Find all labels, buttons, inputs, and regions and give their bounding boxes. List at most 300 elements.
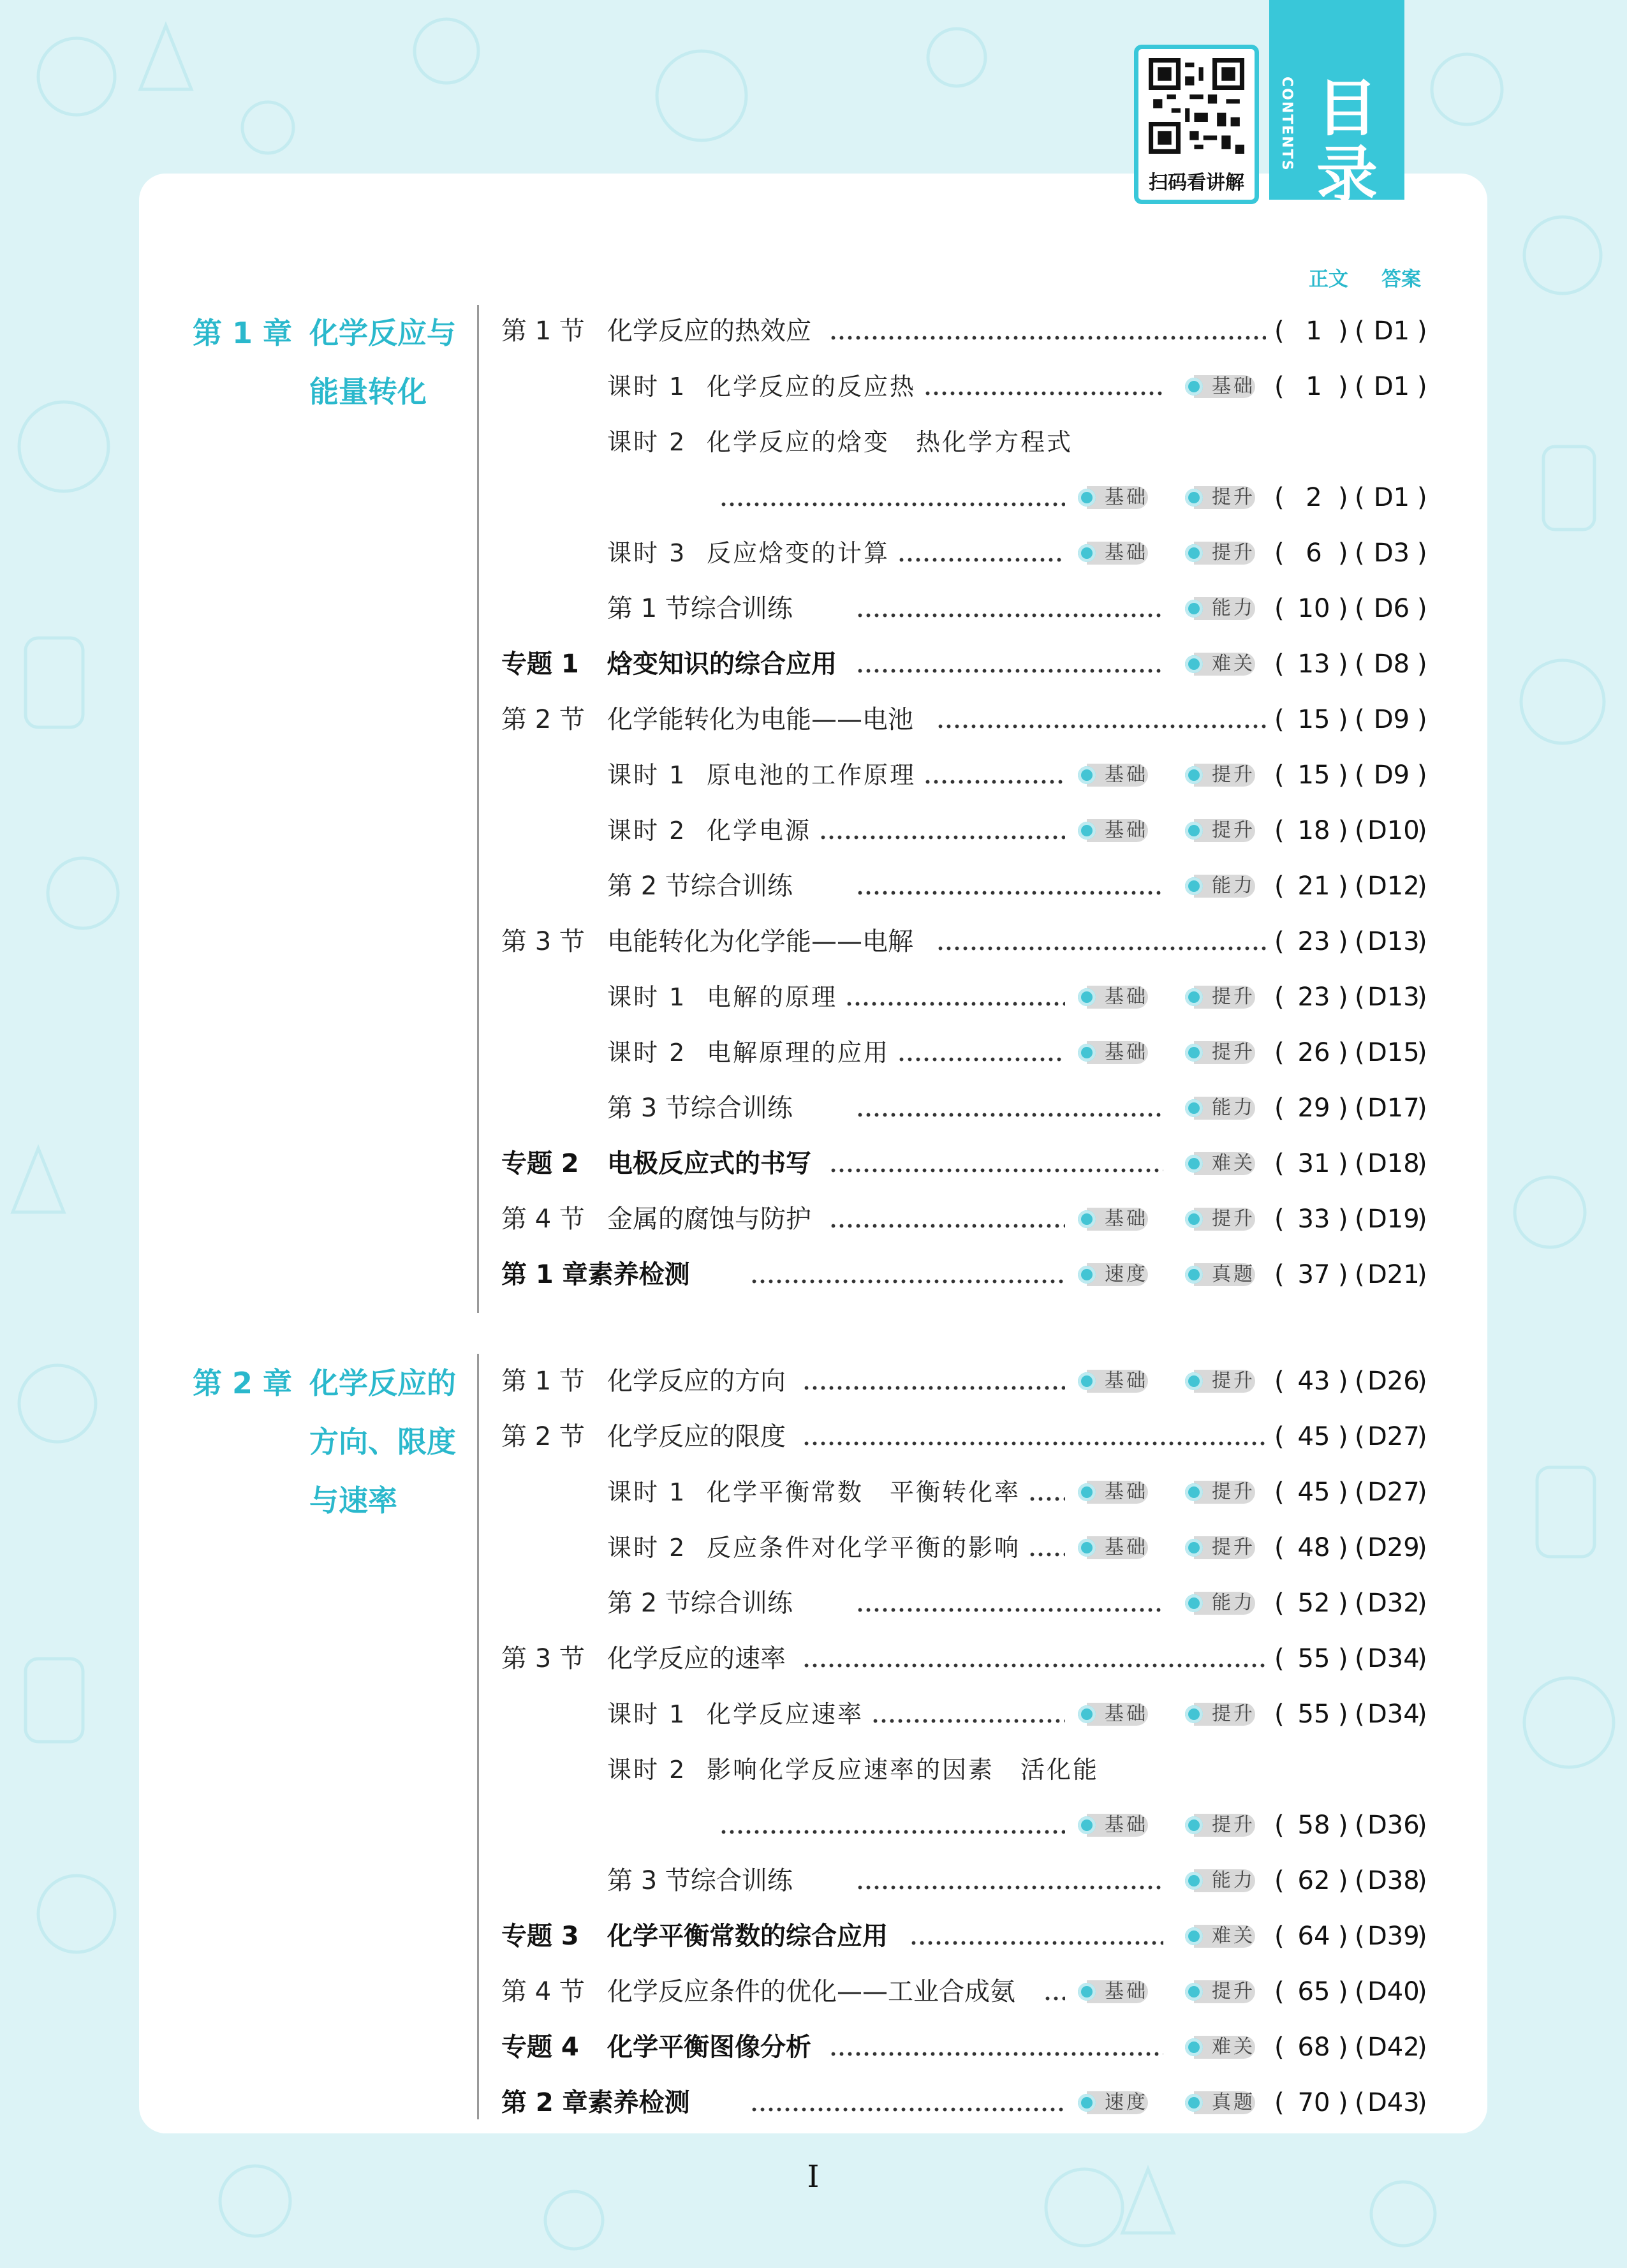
badge-label: 难关 xyxy=(1212,2036,1255,2058)
badge-dot-icon xyxy=(1078,1483,1096,1501)
level-badge xyxy=(1185,581,1262,636)
badge-dot-icon xyxy=(1078,1539,1096,1557)
toc-row[interactable]: 课时 2 化学电源 基础 提升 ( 18 ) ( D10 ) xyxy=(0,803,1627,858)
page-number-ref: 62 xyxy=(1297,1866,1330,1895)
badge-label: 速度 xyxy=(1105,1263,1148,1286)
toc-row-label: 专题 4 xyxy=(501,2033,579,2062)
toc-row-label: 专题 2 xyxy=(501,1149,579,1178)
toc-row-title: 反应条件对化学平衡的影响 xyxy=(707,1534,1021,1562)
answer-page-ref: D1 xyxy=(1373,316,1410,346)
badge-label: 能力 xyxy=(1212,1097,1255,1119)
badge-label: 速度 xyxy=(1105,2091,1148,2114)
toc-row-label: 第 4 节 xyxy=(501,1977,585,2006)
qr-code[interactable] xyxy=(1134,45,1259,204)
page-title: 目录 xyxy=(1316,73,1378,211)
badge-dot-icon xyxy=(1185,766,1203,784)
page-number-ref: 23 xyxy=(1297,982,1330,1012)
badge-label: 难关 xyxy=(1212,1152,1255,1175)
leader-dots xyxy=(936,914,1266,969)
badge-dot-icon xyxy=(1185,1816,1203,1834)
toc-row-title: 电能转化为化学能——电解 xyxy=(607,927,913,956)
leader-dots xyxy=(936,692,1266,747)
toc-row-label: 课时 3 xyxy=(607,539,687,567)
badge-label: 基础 xyxy=(1105,819,1148,841)
leader-dots xyxy=(845,970,1065,1025)
leader-dots xyxy=(719,470,1065,525)
badge-label: 提升 xyxy=(1212,819,1255,841)
toc-row[interactable]: 课时 1 原电池的工作原理 基础 提升 ( 15 ) ( D9 ) xyxy=(0,748,1627,803)
badge-dot-icon xyxy=(1185,1155,1203,1173)
toc-row[interactable]: 第 2 章素养检测 速度 真题 ( 70 ) ( D43 ) xyxy=(0,2075,1627,2130)
badge-dot-icon xyxy=(1185,489,1203,507)
level-badge xyxy=(1078,1964,1154,2019)
level-badge xyxy=(1185,2075,1262,2130)
badge-dot-icon xyxy=(1078,1266,1096,1284)
page-number-ref: 31 xyxy=(1297,1149,1330,1178)
toc-row[interactable]: 第 1 节 化学反应的热效应 ( 1 ) ( D1 ) xyxy=(0,304,1627,359)
level-badge xyxy=(1185,970,1262,1025)
toc-row-label: 课时 1 xyxy=(607,761,687,789)
toc-row-title: 第 3 节综合训练 xyxy=(607,1866,793,1895)
level-badge xyxy=(1078,1025,1154,1080)
answer-page-ref: D29 xyxy=(1367,1533,1420,1562)
toc-row[interactable]: 课时 2 反应条件对化学平衡的影响 基础 提升 ( 48 ) ( D29 ) xyxy=(0,1520,1627,1575)
leader-dots xyxy=(856,1576,1163,1631)
toc-row[interactable]: 基础 提升 ( 2 ) ( D1 ) xyxy=(0,470,1627,525)
toc-row-label: 第 4 节 xyxy=(501,1204,585,1234)
toc-row-label: 第 1 节 xyxy=(501,316,585,346)
toc-row-title: 化学反应的限度 xyxy=(607,1422,786,1451)
badge-label: 基础 xyxy=(1105,486,1148,508)
answer-page-ref: D34 xyxy=(1367,1644,1420,1673)
toc-row[interactable]: 第 2 节综合训练 能力 ( 52 ) ( D32 ) xyxy=(0,1576,1627,1631)
answer-page-ref: D32 xyxy=(1367,1589,1420,1618)
toc-row[interactable]: 课时 1 化学反应速率 基础 提升 ( 55 ) ( D34 ) xyxy=(0,1687,1627,1742)
level-badge xyxy=(1078,1798,1154,1853)
chapter-2-number: 第 2 章 xyxy=(193,1366,293,1400)
answer-page-ref: D19 xyxy=(1367,1204,1420,1234)
level-badge xyxy=(1185,1192,1262,1247)
page-number-ref: 1 xyxy=(1306,316,1322,346)
qr-caption: 扫码看讲解 xyxy=(1149,172,1244,194)
qr-code-icon xyxy=(1149,58,1244,154)
badge-label: 提升 xyxy=(1212,1481,1255,1503)
answer-page-ref: D21 xyxy=(1367,1260,1420,1289)
toc-row[interactable]: 第 4 节 金属的腐蚀与防护 基础 提升 ( 33 ) ( D19 ) xyxy=(0,1192,1627,1247)
leader-dots xyxy=(856,1081,1163,1136)
answer-page-ref: D6 xyxy=(1373,594,1410,623)
badge-label: 提升 xyxy=(1212,542,1255,564)
badge-dot-icon xyxy=(1185,1539,1203,1557)
level-badge xyxy=(1078,748,1154,803)
toc-row-title: 第 1 章素养检测 xyxy=(501,1260,690,1289)
level-badge xyxy=(1185,1465,1262,1520)
badge-dot-icon xyxy=(1078,766,1096,784)
leader-dots xyxy=(829,1192,1065,1247)
toc-row[interactable]: 第 2 节 化学反应的限度 ( 45 ) ( D27 ) xyxy=(0,1409,1627,1464)
page-number-ref: 26 xyxy=(1297,1038,1330,1067)
badge-dot-icon xyxy=(1078,1210,1096,1228)
toc-row[interactable]: 专题 2 电极反应式的书写 难关 ( 31 ) ( D18 ) xyxy=(0,1136,1627,1191)
page-number-ref: 52 xyxy=(1297,1589,1330,1618)
badge-dot-icon xyxy=(1185,1210,1203,1228)
toc-row[interactable]: 第 2 节 化学能转化为电能——电池 ( 15 ) ( D9 ) xyxy=(0,692,1627,747)
toc-row-label: 专题 3 xyxy=(501,1922,579,1951)
level-badge xyxy=(1078,1465,1154,1520)
leader-dots xyxy=(856,859,1163,914)
badge-label: 能力 xyxy=(1212,875,1255,897)
badge-dot-icon xyxy=(1078,2094,1096,2112)
level-badge xyxy=(1185,1081,1262,1136)
toc-row[interactable]: 课时 1 电解的原理 基础 提升 ( 23 ) ( D13 ) xyxy=(0,970,1627,1025)
answer-page-ref: D40 xyxy=(1367,1977,1420,2006)
answer-page-ref: D8 xyxy=(1373,649,1410,679)
level-badge xyxy=(1078,470,1154,525)
toc-row[interactable]: 第 1 章素养检测 速度 真题 ( 37 ) ( D21 ) xyxy=(0,1247,1627,1302)
leader-dots xyxy=(750,1247,1065,1302)
badge-label: 提升 xyxy=(1212,1980,1255,2003)
badge-dot-icon xyxy=(1185,1483,1203,1501)
leader-dots xyxy=(802,1354,1065,1409)
level-badge xyxy=(1078,970,1154,1025)
toc-row[interactable]: 第 3 节综合训练 能力 ( 62 ) ( D38 ) xyxy=(0,1853,1627,1908)
leader-dots xyxy=(719,1798,1065,1853)
toc-row-title: 化学平衡常数 平衡转化率 xyxy=(707,1478,1021,1506)
badge-label: 基础 xyxy=(1105,1980,1148,2003)
toc-row[interactable] xyxy=(0,415,1627,470)
level-badge xyxy=(1078,1192,1154,1247)
badge-label: 难关 xyxy=(1212,653,1255,675)
toc-row-title: 第 2 节综合训练 xyxy=(607,871,793,901)
badge-label: 真题 xyxy=(1212,2091,1255,2114)
leader-dots xyxy=(1043,1964,1065,2019)
toc-row-title: 原电池的工作原理 xyxy=(707,761,917,789)
level-badge xyxy=(1185,1909,1262,1964)
badge-dot-icon xyxy=(1185,1099,1203,1117)
level-badge xyxy=(1185,2020,1262,2075)
badge-label: 基础 xyxy=(1105,1481,1148,1503)
level-badge xyxy=(1185,1247,1262,1302)
level-badge xyxy=(1078,1247,1154,1302)
page-number: I xyxy=(807,2159,820,2195)
page-number-ref: 15 xyxy=(1297,705,1330,734)
badge-label: 提升 xyxy=(1212,1041,1255,1064)
toc-row-title: 焓变知识的综合应用 xyxy=(607,649,837,679)
toc-row[interactable]: 第 3 节 电能转化为化学能——电解 ( 23 ) ( D13 ) xyxy=(0,914,1627,969)
answer-page-ref: D27 xyxy=(1367,1422,1420,1451)
answer-page-ref: D34 xyxy=(1367,1700,1420,1729)
leader-dots xyxy=(829,1136,1163,1191)
answer-page-ref: D27 xyxy=(1367,1478,1420,1507)
badge-label: 提升 xyxy=(1212,486,1255,508)
leader-dots xyxy=(871,1687,1065,1742)
page-number-ref: 68 xyxy=(1297,2033,1330,2062)
page-number-ref: 64 xyxy=(1297,1922,1330,1951)
answer-page-ref: D36 xyxy=(1367,1811,1420,1840)
leader-dots xyxy=(802,1631,1266,1686)
toc-row-title: 化学反应速率 xyxy=(707,1700,864,1728)
toc-row-label: 第 2 节 xyxy=(501,1422,585,1451)
toc-row-title: 化学反应条件的优化——工业合成氨 xyxy=(607,1977,1015,2006)
badge-label: 提升 xyxy=(1212,1208,1255,1230)
page-number-ref: 55 xyxy=(1297,1700,1330,1729)
toc-row-label: 课时 2 xyxy=(607,817,687,845)
badge-dot-icon xyxy=(1185,1927,1203,1945)
badge-label: 能力 xyxy=(1212,1869,1255,1892)
column-header-answer: 答案 xyxy=(1381,268,1421,291)
level-badge xyxy=(1185,748,1262,803)
page-number-ref: 45 xyxy=(1297,1478,1330,1507)
answer-page-ref: D39 xyxy=(1367,1922,1420,1951)
badge-dot-icon xyxy=(1078,1705,1096,1723)
toc-row[interactable]: 基础 提升 ( 58 ) ( D36 ) xyxy=(0,1798,1627,1853)
toc-row-label: 课时 1 xyxy=(607,1478,687,1506)
page-number-ref: 21 xyxy=(1297,871,1330,901)
toc-row-title: 第 2 章素养检测 xyxy=(501,2088,690,2117)
page-number-ref: 13 xyxy=(1297,649,1330,679)
badge-label: 提升 xyxy=(1212,986,1255,1008)
level-badge xyxy=(1185,1354,1262,1409)
badge-dot-icon xyxy=(1185,1872,1203,1890)
page-number-ref: 33 xyxy=(1297,1204,1330,1234)
level-badge xyxy=(1185,1687,1262,1742)
toc-row-title: 化学能转化为电能——电池 xyxy=(607,705,913,734)
leader-dots xyxy=(829,2020,1163,2075)
answer-page-ref: D9 xyxy=(1373,705,1410,734)
badge-dot-icon xyxy=(1078,822,1096,840)
page-number-ref: 6 xyxy=(1306,538,1322,568)
badge-dot-icon xyxy=(1078,1983,1096,2001)
toc-row-label: 专题 1 xyxy=(501,649,579,679)
answer-page-ref: D10 xyxy=(1367,816,1420,845)
leader-dots xyxy=(924,748,1065,803)
answer-page-ref: D3 xyxy=(1373,538,1410,568)
leader-dots xyxy=(802,1409,1266,1464)
toc-row-title: 化学反应的热效应 xyxy=(607,316,811,346)
level-badge xyxy=(1078,1520,1154,1575)
page-number-ref: 43 xyxy=(1297,1367,1330,1396)
badge-label: 基础 xyxy=(1105,1041,1148,1064)
badge-label: 难关 xyxy=(1212,1925,1255,1947)
badge-dot-icon xyxy=(1078,1372,1096,1390)
toc-row-title: 化学反应的速率 xyxy=(607,1644,786,1673)
chapter-1-number: 第 1 章 xyxy=(193,316,293,350)
page-number-ref: 1 xyxy=(1306,372,1322,401)
level-badge xyxy=(1185,1798,1262,1853)
toc-row[interactable]: 课时 3 反应焓变的计算 基础 提升 ( 6 ) ( D3 ) xyxy=(0,526,1627,581)
toc-row[interactable]: 第 3 节 化学反应的速率 ( 55 ) ( D34 ) xyxy=(0,1631,1627,1686)
badge-label: 真题 xyxy=(1212,1263,1255,1286)
level-badge xyxy=(1078,2075,1154,2130)
badge-label: 基础 xyxy=(1105,1370,1148,1392)
answer-page-ref: D26 xyxy=(1367,1367,1420,1396)
badge-label: 基础 xyxy=(1105,986,1148,1008)
badge-label: 基础 xyxy=(1212,375,1255,397)
page-number-ref: 15 xyxy=(1297,760,1330,790)
leader-dots xyxy=(897,1025,1065,1080)
level-badge xyxy=(1185,526,1262,581)
badge-dot-icon xyxy=(1185,2038,1203,2056)
badge-dot-icon xyxy=(1185,600,1203,618)
toc-row-title: 化学反应的焓变 热化学方程式 xyxy=(707,428,1073,456)
toc-row[interactable]: 课时 1 化学反应的反应热 基础 ( 1 ) ( D1 ) xyxy=(0,359,1627,414)
toc-row-label: 课时 1 xyxy=(607,1700,687,1728)
badge-label: 提升 xyxy=(1212,764,1255,786)
level-badge xyxy=(1185,470,1262,525)
badge-dot-icon xyxy=(1185,877,1203,895)
toc-row-title: 第 1 节综合训练 xyxy=(607,594,793,623)
page-number-ref: 2 xyxy=(1306,483,1322,512)
badge-dot-icon xyxy=(1185,655,1203,673)
answer-page-ref: D1 xyxy=(1373,483,1410,512)
leader-dots xyxy=(750,2075,1065,2130)
answer-page-ref: D13 xyxy=(1367,982,1420,1012)
toc-row[interactable]: 课时 1 化学平衡常数 平衡转化率 基础 提升 ( 45 ) ( D27 ) xyxy=(0,1465,1627,1520)
page-number-ref: 29 xyxy=(1297,1093,1330,1123)
toc-row-title: 电极反应式的书写 xyxy=(607,1149,811,1178)
toc-row-label: 课时 2 xyxy=(607,1039,687,1067)
toc-row-title: 电解的原理 xyxy=(707,983,838,1011)
leader-dots xyxy=(856,1853,1163,1908)
toc-row[interactable]: 第 3 节综合训练 能力 ( 29 ) ( D17 ) xyxy=(0,1081,1627,1136)
badge-label: 基础 xyxy=(1105,542,1148,564)
badge-dot-icon xyxy=(1185,1372,1203,1390)
page-number-ref: 70 xyxy=(1297,2088,1330,2117)
toc-row[interactable]: 专题 1 焓变知识的综合应用 难关 ( 13 ) ( D8 ) xyxy=(0,637,1627,692)
toc-row-label: 课时 2 xyxy=(607,1756,687,1784)
page-number-ref: 58 xyxy=(1297,1811,1330,1840)
answer-page-ref: D38 xyxy=(1367,1866,1420,1895)
page-number-ref: 48 xyxy=(1297,1533,1330,1562)
toc-row-title: 化学电源 xyxy=(707,817,812,845)
badge-label: 提升 xyxy=(1212,1536,1255,1559)
toc-row-title: 化学平衡常数的综合应用 xyxy=(607,1922,888,1951)
answer-page-ref: D17 xyxy=(1367,1093,1420,1123)
toc-row[interactable]: 第 1 节综合训练 能力 ( 10 ) ( D6 ) xyxy=(0,581,1627,636)
badge-dot-icon xyxy=(1185,378,1203,396)
toc-row-label: 课时 1 xyxy=(607,983,687,1011)
badge-dot-icon xyxy=(1185,1983,1203,2001)
badge-label: 基础 xyxy=(1105,764,1148,786)
leader-dots xyxy=(819,803,1065,858)
level-badge xyxy=(1185,1520,1262,1575)
badge-dot-icon xyxy=(1185,1705,1203,1723)
answer-page-ref: D1 xyxy=(1373,372,1410,401)
answer-page-ref: D43 xyxy=(1367,2088,1420,2117)
answer-page-ref: D9 xyxy=(1373,760,1410,790)
page-number-ref: 18 xyxy=(1297,816,1330,845)
level-badge xyxy=(1185,1853,1262,1908)
toc-row-title: 第 2 节综合训练 xyxy=(607,1589,793,1618)
page-number-ref: 65 xyxy=(1297,1977,1330,2006)
answer-page-ref: D18 xyxy=(1367,1149,1420,1178)
badge-label: 提升 xyxy=(1212,1703,1255,1725)
leader-dots xyxy=(856,637,1163,692)
chapter-1-title: 化学反应与 能量转化 xyxy=(309,316,456,409)
toc-row-title: 化学反应的方向 xyxy=(607,1367,786,1396)
badge-label: 提升 xyxy=(1212,1370,1255,1392)
badge-dot-icon xyxy=(1078,489,1096,507)
level-badge xyxy=(1185,1964,1262,2019)
page-number-ref: 55 xyxy=(1297,1644,1330,1673)
chapter-2-title: 化学反应的 方向、限度 与速率 xyxy=(309,1366,456,1518)
level-badge xyxy=(1078,1687,1154,1742)
toc-row-title: 影响化学反应速率的因素 活化能 xyxy=(707,1756,1100,1784)
toc-row[interactable]: 第 2 节综合训练 能力 ( 21 ) ( D12 ) xyxy=(0,859,1627,914)
leader-dots xyxy=(897,526,1065,581)
toc-row-title: 化学反应的反应热 xyxy=(707,373,917,401)
toc-row-title: 化学平衡图像分析 xyxy=(607,2033,811,2062)
toc-row[interactable] xyxy=(0,1742,1627,1797)
badge-dot-icon xyxy=(1185,1594,1203,1612)
toc-row[interactable]: 第 1 节 化学反应的方向 基础 提升 ( 43 ) ( D26 ) xyxy=(0,1354,1627,1409)
toc-row-label: 第 3 节 xyxy=(501,1644,585,1673)
badge-label: 基础 xyxy=(1105,1703,1148,1725)
toc-row[interactable]: 第 4 节 化学反应条件的优化——工业合成氨 基础 提升 ( 65 ) ( D40 ) xyxy=(0,1964,1627,2019)
page-number-ref: 45 xyxy=(1297,1422,1330,1451)
toc-row[interactable]: 课时 2 电解原理的应用 基础 提升 ( 26 ) ( D15 ) xyxy=(0,1025,1627,1080)
badge-dot-icon xyxy=(1185,822,1203,840)
badge-dot-icon xyxy=(1078,544,1096,562)
level-badge xyxy=(1185,1025,1262,1080)
level-badge xyxy=(1185,359,1262,414)
leader-dots xyxy=(1028,1465,1065,1520)
level-badge xyxy=(1185,1576,1262,1631)
answer-page-ref: D42 xyxy=(1367,2033,1420,2062)
level-badge xyxy=(1078,1354,1154,1409)
toc-row-title: 金属的腐蚀与防护 xyxy=(607,1204,811,1234)
leader-dots xyxy=(909,1909,1163,1964)
toc-row[interactable]: 专题 3 化学平衡常数的综合应用 难关 ( 64 ) ( D39 ) xyxy=(0,1909,1627,1964)
toc-row[interactable]: 专题 4 化学平衡图像分析 难关 ( 68 ) ( D42 ) xyxy=(0,2020,1627,2075)
toc-row-title: 第 3 节综合训练 xyxy=(607,1093,793,1123)
badge-dot-icon xyxy=(1185,988,1203,1006)
level-badge xyxy=(1185,1136,1262,1191)
level-badge xyxy=(1185,637,1262,692)
leader-dots xyxy=(924,359,1163,414)
toc-row-label: 第 2 节 xyxy=(501,705,585,734)
badge-dot-icon xyxy=(1185,1266,1203,1284)
badge-dot-icon xyxy=(1078,1044,1096,1062)
badge-dot-icon xyxy=(1078,1816,1096,1834)
badge-label: 能力 xyxy=(1212,1592,1255,1614)
answer-page-ref: D13 xyxy=(1367,927,1420,956)
badge-dot-icon xyxy=(1185,1044,1203,1062)
badge-label: 基础 xyxy=(1105,1814,1148,1836)
toc-row-title: 电解原理的应用 xyxy=(707,1039,890,1067)
badge-label: 基础 xyxy=(1105,1536,1148,1559)
level-badge xyxy=(1185,859,1262,914)
page-number-ref: 23 xyxy=(1297,927,1330,956)
answer-page-ref: D12 xyxy=(1367,871,1420,901)
badge-label: 基础 xyxy=(1105,1208,1148,1230)
level-badge xyxy=(1078,526,1154,581)
badge-dot-icon xyxy=(1185,2094,1203,2112)
page-number-ref: 37 xyxy=(1297,1260,1330,1289)
level-badge xyxy=(1078,803,1154,858)
page-number-ref: 10 xyxy=(1297,594,1330,623)
badge-label: 能力 xyxy=(1212,597,1255,619)
leader-dots xyxy=(1028,1520,1065,1575)
level-badge xyxy=(1185,803,1262,858)
contents-word: CONTENTS xyxy=(1279,77,1295,172)
answer-page-ref: D15 xyxy=(1367,1038,1420,1067)
toc-row-label: 课时 2 xyxy=(607,428,687,456)
toc-row-label: 课时 2 xyxy=(607,1534,687,1562)
toc-row-title: 反应焓变的计算 xyxy=(707,539,890,567)
leader-dots xyxy=(829,304,1266,359)
badge-label: 提升 xyxy=(1212,1814,1255,1836)
